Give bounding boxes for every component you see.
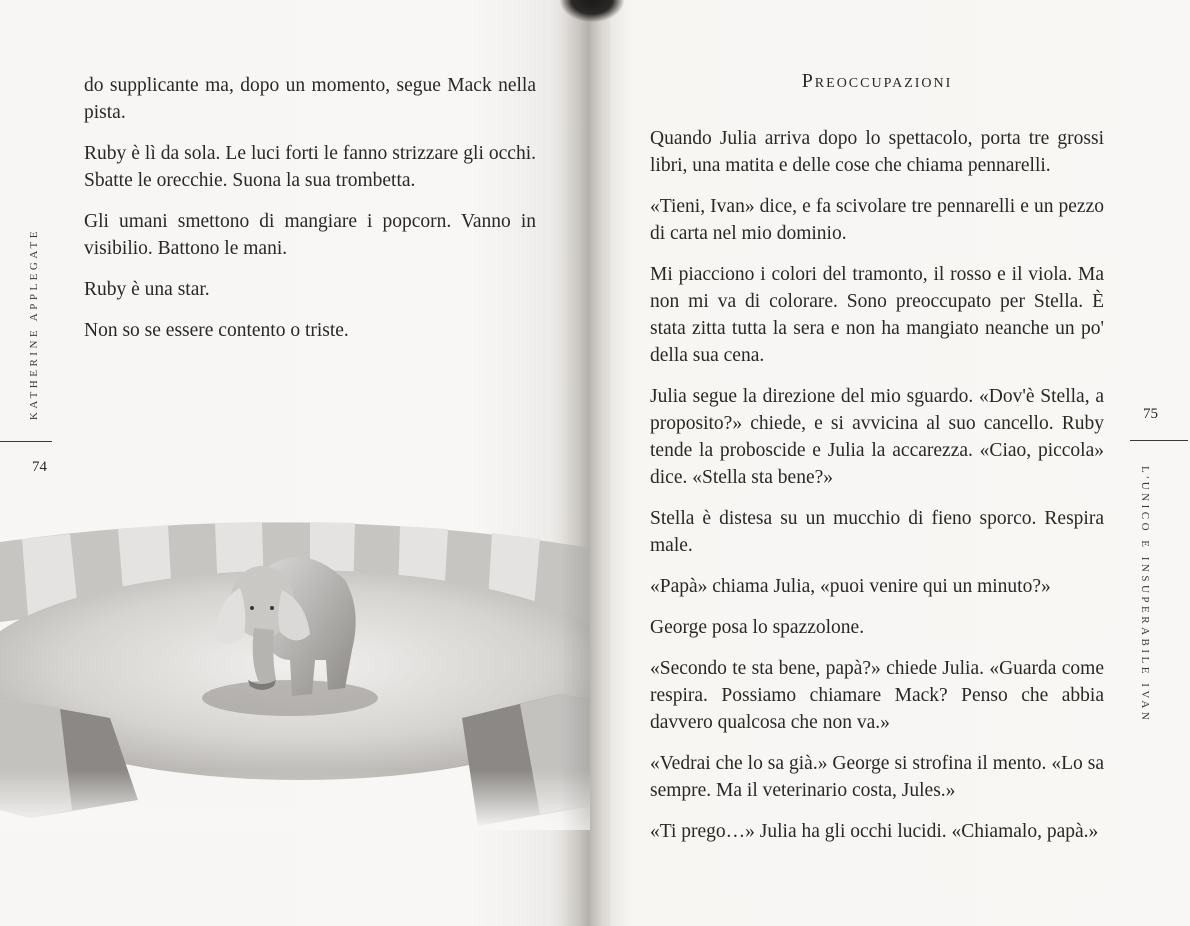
paragraph: Ruby è una star. (84, 279, 210, 300)
page-number-left: 74 (32, 459, 47, 475)
paragraph: «Tieni, Ivan» dice, e fa scivolare tre pennarelli e un pezzo di carta nel mio dominio. (650, 196, 1104, 244)
paragraph: «Vedrai che lo sa già.» George si strofina il mento. «Lo sa sempre. Ma il veterinario costa, Jules.» (650, 753, 1104, 801)
paragraph: Ruby è lì da sola. Le luci forti le fanno strizzare gli occhi. Sbatte le orecchie. Suona la sua trombetta. (84, 143, 536, 191)
left-page (0, 0, 590, 926)
paragraph: «Secondo te sta bene, papà?» chiede Julia. «Guarda come respira. Possiamo chiamare Mack? Penso che abbia davvero qualcosa che non va.» (650, 658, 1104, 733)
paragraph: «Papà» chiama Julia, «puoi venire qui un minuto?» (650, 576, 1051, 597)
paragraph: Julia segue la direzione del mio sguardo. «Dov'è Stella, a proposito?» chiede, e si avvicina al suo cancello. Ruby tende la proboscide e Julia la accarezza. «Ciao, piccola» dice. «Stella sta bene?» (650, 386, 1104, 488)
right-page-text (650, 125, 1104, 859)
page-number-right: 75 (1143, 406, 1158, 422)
elephant-circus-illustration (0, 510, 590, 830)
left-page-text (84, 72, 536, 358)
paragraph: Non so se essere contento o triste. (84, 320, 349, 341)
paragraph: do supplicante ma, dopo un momento, segue Mack nella pista. (84, 75, 536, 123)
chapter-title: Preoccupazioni (801, 70, 953, 92)
elephant-shadow (202, 680, 378, 716)
margin-rule (1130, 440, 1188, 441)
margin-rule (0, 441, 52, 442)
paragraph: Gli umani smettono di mangiare i popcorn. Vanno in visibilio. Battono le mani. (84, 211, 536, 259)
paragraph: Stella è distesa su un mucchio di fieno sporco. Respira male. (650, 508, 1104, 556)
running-head-title: L'UNICO E INSUPERABILE IVAN (1139, 466, 1151, 724)
paragraph: George posa lo spazzolone. (650, 617, 865, 638)
paragraph: Quando Julia arriva dopo lo spettacolo, porta tre grossi libri, una matita e delle cose che chiama pennarelli. (650, 128, 1104, 176)
book-spine-gap (560, 0, 624, 22)
running-head-author: KATHERINE APPLEGATE (28, 228, 40, 421)
right-page (590, 0, 1190, 926)
paragraph: «Ti prego…» Julia ha gli occhi lucidi. «Chiamalo, papà.» (650, 821, 1099, 842)
paragraph: Mi piacciono i colori del tramonto, il rosso e il viola. Ma non mi va di colorare. Sono preoccupato per Stella. È stata zitta tutta la sera e non ha mangiato neanche un po' della sua cena. (650, 264, 1104, 366)
